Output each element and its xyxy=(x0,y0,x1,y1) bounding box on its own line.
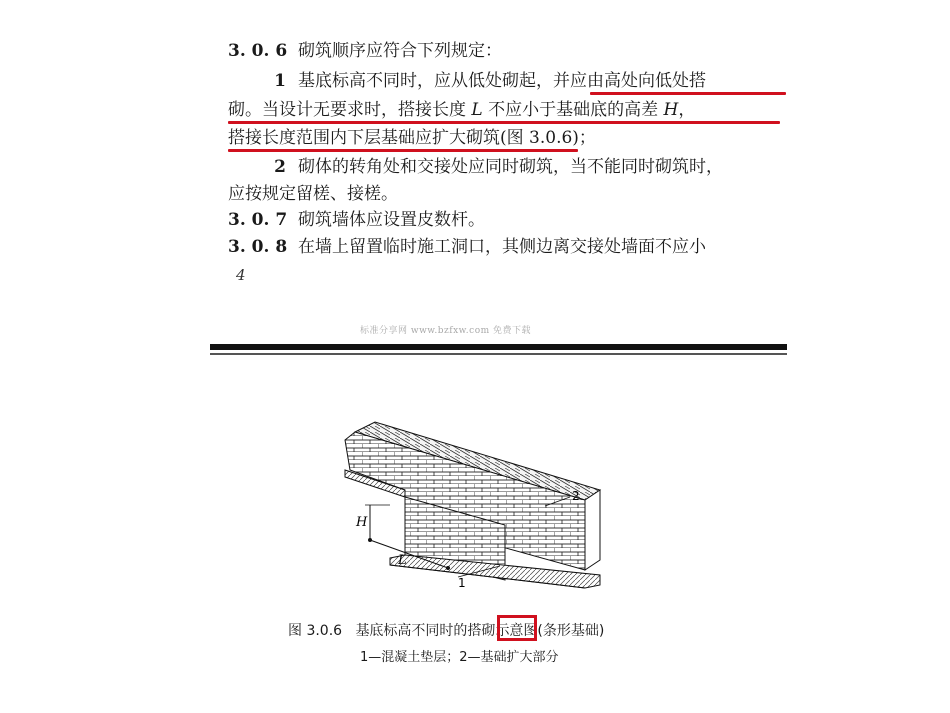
label-1: 1 xyxy=(458,576,466,590)
symbol-H: H xyxy=(663,100,679,120)
item-text: 搭接长度范围内下层基础应扩大砌筑(图 3.0.6)； xyxy=(228,128,596,148)
label-L: L xyxy=(398,553,407,568)
caption-highlight: 搭砌 xyxy=(467,623,496,639)
caption-highlight-box xyxy=(497,615,537,641)
item-text-c: ， xyxy=(678,100,696,120)
red-underline-1 xyxy=(590,92,786,95)
item-1-line-2 xyxy=(228,99,695,121)
clause-text: 在墙上留置临时施工洞口，其侧边离交接处墙面不应小 xyxy=(298,237,706,257)
page-number: 4 xyxy=(236,266,246,284)
item-number: 2 xyxy=(274,157,286,177)
item-1-line-3 xyxy=(228,127,596,149)
clause-3-0-8 xyxy=(228,236,706,258)
clause-number: 3. 0. 7 xyxy=(228,210,288,230)
strip-foundation-figure xyxy=(330,420,620,600)
red-underline-2 xyxy=(228,121,780,124)
item-2-line-1 xyxy=(228,156,723,178)
red-underline-3 xyxy=(228,149,578,152)
symbol-L: L xyxy=(471,100,483,120)
watermark: 标准分享网 www.bzfxw.com 免费下载 xyxy=(360,326,532,336)
caption-prefix: 图 3.0.6 xyxy=(288,623,343,639)
clause-number: 3. 0. 6 xyxy=(228,41,288,61)
item-text-a: 砌。当设计无要求时，搭接长度 xyxy=(228,100,466,120)
item-1-line-1 xyxy=(228,70,706,92)
caption-main-a: 基底标高不同时的 xyxy=(355,623,468,639)
clause-number: 3. 0. 8 xyxy=(228,237,288,257)
figure-legend: 1—混凝土垫层；2—基础扩大部分 xyxy=(360,650,559,665)
item-text-b: 不应小于基础底的高差 xyxy=(488,100,659,120)
item-text: 应按规定留槎、接槎。 xyxy=(228,184,398,204)
clause-text: 砌筑墙体应设置皮数杆。 xyxy=(298,210,485,230)
item-text: 基底标高不同时，应从低处砌起，并应由高处向低处搭 xyxy=(298,71,706,91)
clause-3-0-7 xyxy=(228,209,485,231)
page-divider-thin xyxy=(210,353,787,355)
page-divider-thick xyxy=(210,344,787,350)
item-2-line-2 xyxy=(228,183,398,205)
clause-text: 砌筑顺序应符合下列规定： xyxy=(298,41,502,61)
figure-caption xyxy=(288,620,604,640)
caption-main-b: 示意图(条形基础) xyxy=(495,623,605,639)
item-text: 砌体的转角处和交接处应同时砌筑，当不能同时砌筑时， xyxy=(298,157,723,177)
label-H: H xyxy=(356,515,368,530)
item-number: 1 xyxy=(274,71,286,91)
clause-3-0-6 xyxy=(228,40,502,62)
label-2: 2 xyxy=(572,489,580,503)
